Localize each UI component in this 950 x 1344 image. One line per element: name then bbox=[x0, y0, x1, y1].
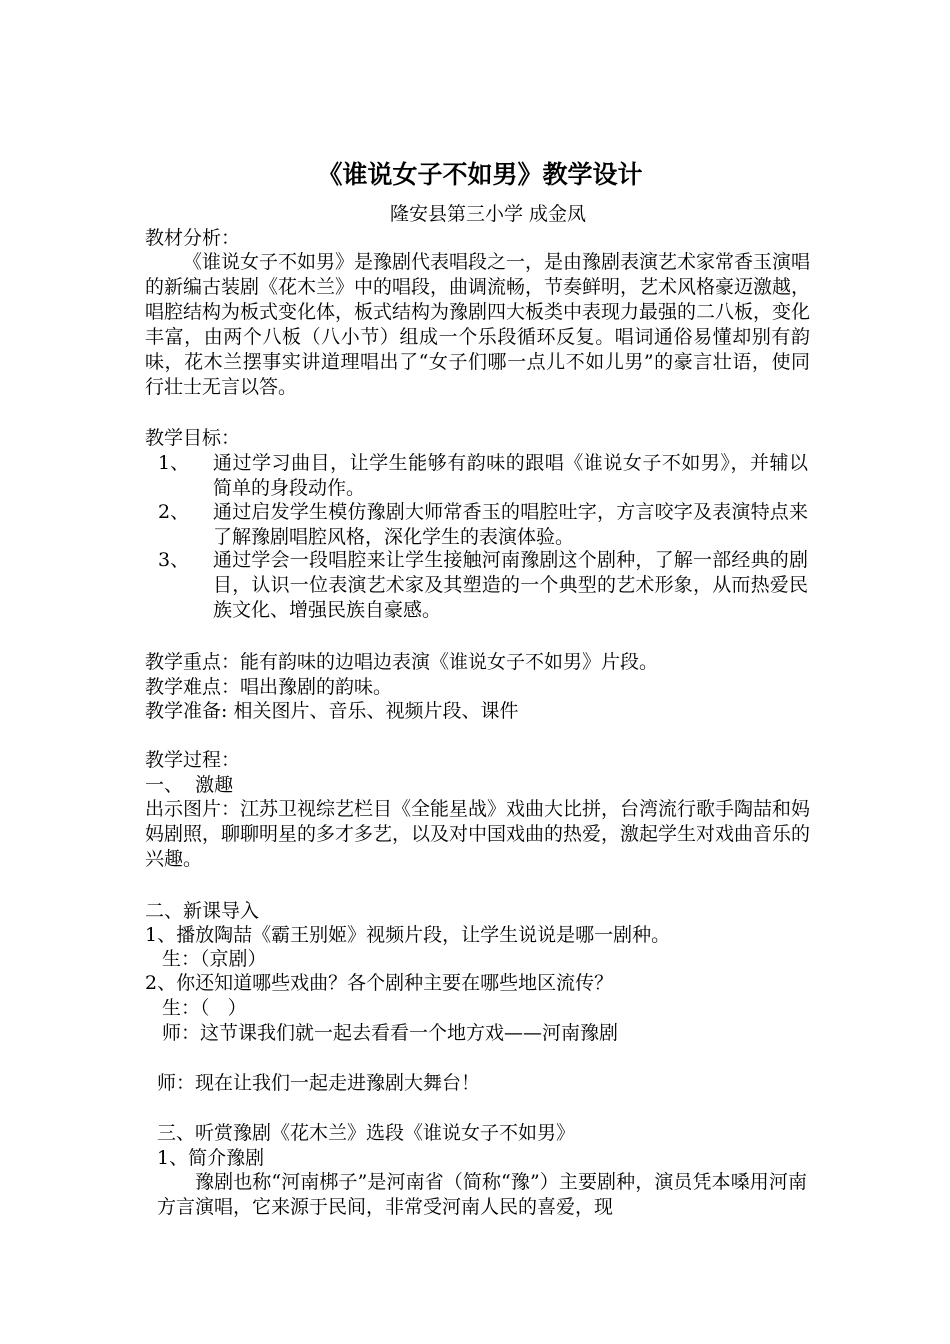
section-2-heading: 二、新课导入 bbox=[145, 900, 260, 922]
goal-number: 1、 bbox=[158, 452, 190, 474]
section-3-subheading: 1、简介豫剧 bbox=[157, 1147, 265, 1169]
process-heading: 教学过程： bbox=[145, 749, 241, 771]
goal-number: 3、 bbox=[158, 549, 190, 571]
section-3-paragraph: 豫剧也称“河南梆子”是河南省（简称“豫”）主要剧种，演员凭本嗓用河南方言演唱，它来源于民间，非常受河南人民的喜爱，现 bbox=[157, 1171, 807, 1218]
section-1-paragraph: 出示图片：江苏卫视综艺栏目《全能星战》戏曲大比拼，台湾流行歌手陶喆和妈妈剧照，聊聊明星的多才多艺，以及对中国戏曲的热爱，激起学生对戏曲音乐的兴趣。 bbox=[145, 798, 811, 870]
goal-number: 2、 bbox=[158, 501, 190, 523]
section-2-question-2: 2、你还知道哪些戏曲？各个剧种主要在哪些地区流传？ bbox=[145, 972, 614, 994]
teacher-line-1: 师：这节课我们就一起去看看一个地方戏——河南豫剧 bbox=[162, 1022, 619, 1044]
section-2-question-1: 1、播放陶喆《霸王别姬》视频片段，让学生说说是哪一剧种。 bbox=[145, 924, 671, 946]
key-point: 教学重点：能有韵味的边唱边表演《谁说女子不如男》片段。 bbox=[145, 651, 659, 673]
section-3-heading: 三、听赏豫剧《花木兰》选段《谁说女子不如男》 bbox=[157, 1122, 576, 1144]
document-title: 《谁说女子不如男》教学设计 bbox=[317, 160, 643, 189]
section-1-heading: 一、 激趣 bbox=[145, 774, 234, 796]
preparation: 教学准备: 相关图片、音乐、视频片段、课件 bbox=[145, 700, 519, 722]
goal-item: 通过学会一段唱腔来让学生接触河南豫剧这个剧种，了解一部经典的剧目，认识一位表演艺术家及其塑造的一个典型的艺术形象，从而热爱民族文化、增强民族自豪感。 bbox=[213, 549, 808, 621]
analysis-heading: 教材分析： bbox=[145, 227, 241, 249]
student-answer-2: 生：（ ） bbox=[162, 997, 247, 1019]
goals-heading: 教学目标： bbox=[145, 427, 241, 449]
goal-item: 通过启发学生模仿豫剧大师常香玉的唱腔吐字，方言咬字及表演特点来了解豫剧唱腔风格，深化学生的表演体验。 bbox=[213, 501, 808, 548]
author-line: 隆安县第三小学 成金凤 bbox=[390, 203, 587, 225]
teacher-line-2: 师：现在让我们一起走进豫剧大舞台！ bbox=[157, 1072, 481, 1094]
goal-item: 通过学习曲目，让学生能够有韵味的跟唱《谁说女子不如男》，并辅以简单的身段动作。 bbox=[213, 452, 808, 499]
analysis-paragraph: 《谁说女子不如男》是豫剧代表唱段之一，是由豫剧表演艺术家常香玉演唱的新编古装剧《花木兰》中的唱段，曲调流畅，节奏鲜明，艺术风格豪迈激越，唱腔结构为板式变化体，板式结构为豫剧四大板类中表现力最强的二八板，变化丰富，由两个八板（八小节）组成一个乐段循环反复。唱词通俗易懂却别有韵味，花木兰摆事实讲道理唱出了“女子们哪一点儿不如儿男”的豪言壮语，使同行壮士无言以答。 bbox=[145, 251, 811, 398]
student-answer-1: 生：（京剧） bbox=[162, 948, 267, 970]
difficulty: 教学难点：唱出豫剧的韵味。 bbox=[145, 676, 393, 698]
